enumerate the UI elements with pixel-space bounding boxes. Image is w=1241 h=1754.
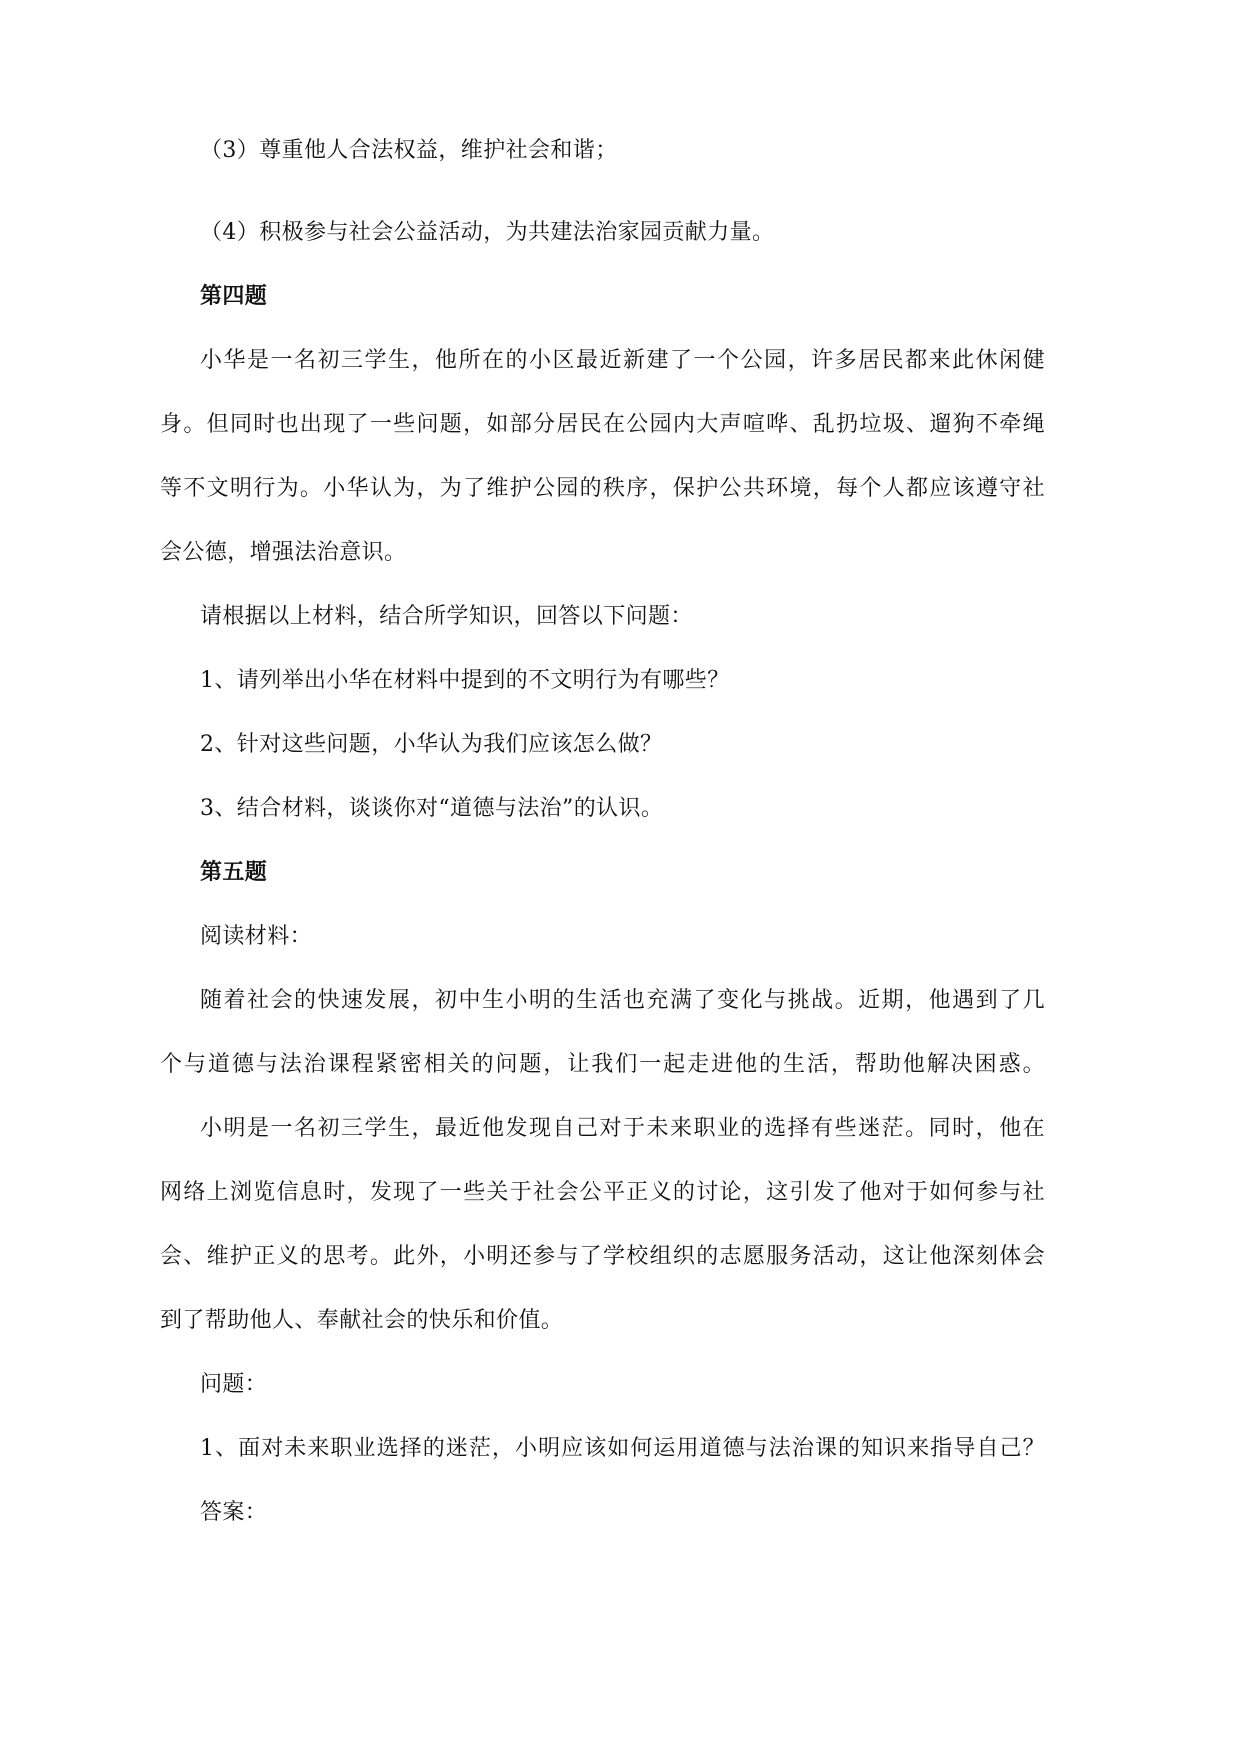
paragraph-line: 等不文明行为。小华认为，为了维护公园的秩序，保护公共环境，每个人都应该遵守社	[160, 476, 1045, 501]
paragraph-line: 个与道德与法治课程紧密相关的问题，让我们一起走进他的生活，帮助他解决困惑。	[160, 1052, 1045, 1077]
paragraph-line: 身。但同时也出现了一些问题，如部分居民在公园内大声喧哗、乱扔垃圾、遛狗不牵绳	[160, 412, 1045, 437]
paragraph-line: 随着社会的快速发展，初中生小明的生活也充满了变化与挑战。近期，他遇到了几	[200, 988, 1045, 1013]
question-item-1: 1、面对未来职业选择的迷茫，小明应该如何运用道德与法治课的知识来指导自己？	[200, 1436, 1045, 1461]
material-label: 阅读材料：	[200, 924, 313, 949]
question-2: 2、针对这些问题，小华认为我们应该怎么做？	[200, 732, 663, 757]
list-item-4: （4）积极参与社会公益活动，为共建法治家园贡献力量。	[200, 220, 775, 245]
paragraph-line: 到了帮助他人、奉献社会的快乐和价值。	[160, 1308, 564, 1333]
question-3: 3、结合材料，谈谈你对“道德与法治”的认识。	[200, 796, 664, 821]
question-1: 1、请列举出小华在材料中提到的不文明行为有哪些？	[200, 668, 730, 693]
paragraph-line: 小华是一名初三学生，他所在的小区最近新建了一个公园，许多居民都来此休闲健	[200, 348, 1045, 373]
paragraph-line: 小明是一名初三学生，最近他发现自己对于未来职业的选择有些迷茫。同时，他在	[200, 1116, 1045, 1141]
section-heading-5: 第五题	[200, 860, 268, 885]
paragraph-line: 会公德，增强法治意识。	[160, 540, 407, 565]
section-heading-4: 第四题	[200, 284, 268, 309]
paragraph-line: 会、维护正义的思考。此外，小明还参与了学校组织的志愿服务活动，这让他深刻体会	[160, 1244, 1045, 1269]
answer-label: 答案：	[200, 1500, 268, 1525]
instruction-text: 请根据以上材料，结合所学知识，回答以下问题：	[200, 604, 693, 629]
paragraph-line: 网络上浏览信息时，发现了一些关于社会公平正义的讨论，这引发了他对于如何参与社	[160, 1180, 1045, 1205]
question-label: 问题：	[200, 1372, 268, 1397]
list-item-3: （3）尊重他人合法权益，维护社会和谐；	[200, 138, 618, 163]
